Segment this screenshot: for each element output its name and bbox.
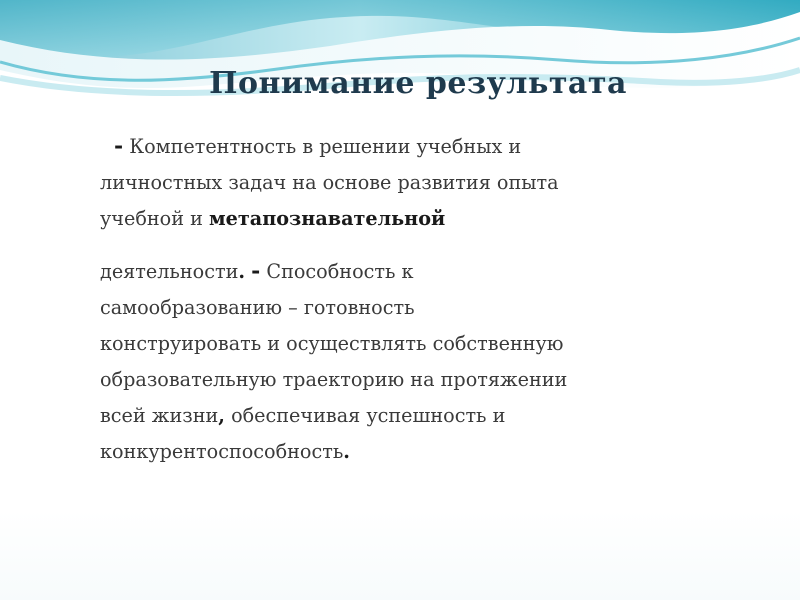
text-segment: деятельности [100, 260, 239, 283]
bullet-dash: - [251, 258, 261, 284]
text-line-5 [100, 290, 740, 326]
text-line-6 [100, 326, 740, 362]
bold-punctuation: . [343, 440, 350, 463]
text-segment: обеспечивая успешность и [224, 404, 506, 427]
bold-term: метапознавательной [209, 207, 446, 230]
text-segment: конкурентоспособность [100, 440, 344, 463]
text-segment: Компетентность в решении учебных и [123, 135, 522, 158]
text-line-2 [100, 165, 740, 201]
bullet-dash: - [114, 133, 124, 159]
text-line-9 [100, 434, 740, 470]
text-line-1 [100, 128, 740, 165]
text-segment: конструировать и осуществлять собственную [100, 332, 564, 355]
text-line-7 [100, 362, 740, 398]
text-line-8 [100, 398, 740, 434]
text-segment: образовательную траекторию на протяжении [100, 368, 568, 391]
slide-title: Понимание результата [209, 66, 627, 101]
text-line-3 [100, 201, 740, 237]
content-paragraph [100, 128, 740, 470]
text-segment: учебной и [100, 207, 209, 230]
text-segment: Способность к [260, 260, 414, 283]
text-segment: всей жизни [100, 404, 219, 427]
text-line-4 [100, 253, 740, 290]
text-segment: личностных задач на основе развития опыта [100, 171, 559, 194]
bold-punctuation: , [218, 404, 225, 427]
text-segment: самообразованию – готовность [100, 296, 415, 319]
bold-punctuation: . [238, 260, 246, 283]
